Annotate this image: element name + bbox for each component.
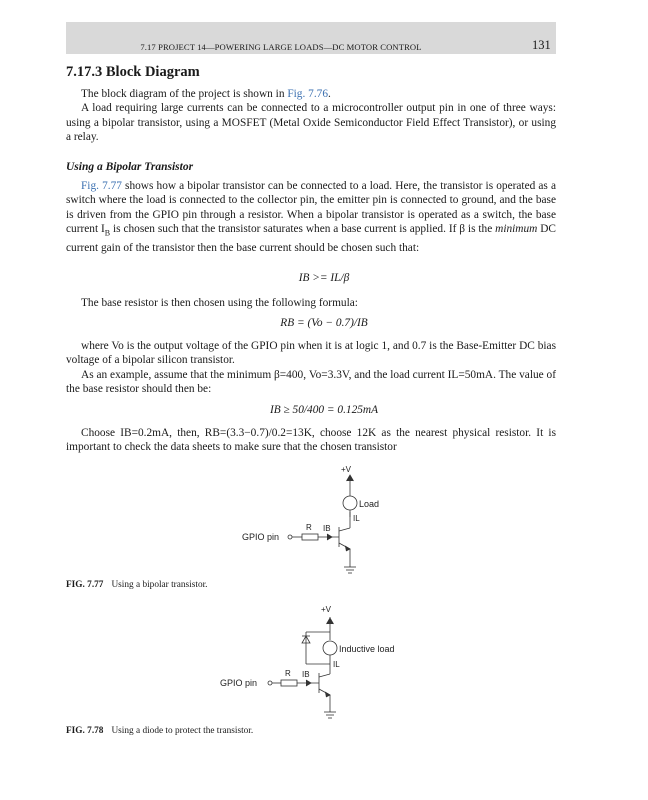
intro-paragraph-2: A load requiring large currents can be connected to a microcontroller output pin in one of three ways: using a bipolar transistor, using a MOSFET (Metal Oxide Semiconductor Field Effect Transistor), or using a relay. <box>66 102 556 144</box>
fig78-gpio-label: GPIO pin <box>220 678 258 688</box>
intro-paragraph-1: The block diagram of the project is shown in Fig. 7.76. <box>81 88 331 100</box>
fig78-r-label: R <box>285 669 291 678</box>
fig78-supply-label: +V <box>321 605 332 614</box>
equation-2: RB = (Vo − 0.7)/IB <box>280 317 368 329</box>
figure-7-78-caption <box>66 726 253 736</box>
page-number: 131 <box>532 38 551 52</box>
fig78-il-label: IL <box>333 660 340 669</box>
fig77-supply-label: +V <box>341 465 352 474</box>
fig78-load-label: Inductive load <box>339 644 395 654</box>
bipolar-paragraph-5: Choose IB=0.2mA, then, RB=(3.3−0.7)/0.2=13K, choose 12K as the nearest physical resistor. It is important to check the data sheets to make sure that the chosen transistor <box>66 427 556 454</box>
fig78-caption-label: FIG. 7.78 <box>66 726 104 736</box>
fig77-gpio-label: GPIO pin <box>242 532 280 542</box>
fig-7-77-link[interactable]: Fig. 7.77 <box>81 180 122 192</box>
bipolar-paragraph-4: As an example, assume that the minimum β=400, Vo=3.3V, and the load current IL=50mA. The value of the base resistor should then be: <box>66 368 556 396</box>
fig77-il-label: IL <box>353 514 360 523</box>
fig-7-76-link[interactable]: Fig. 7.76 <box>287 88 328 100</box>
fig77-load-label: Load <box>359 499 380 509</box>
fig77-ib-label: IB <box>323 524 331 533</box>
equation-3: IB ≥ 50/400 = 0.125mA <box>269 404 379 416</box>
bipolar-paragraph-3: where Vo is the output voltage of the GPIO pin when it is at logic 1, and 0.7 is the Base-Emitter DC bias voltage of a bipolar silicon transistor. <box>66 340 556 367</box>
fig77-caption-text: Using a bipolar transistor. <box>111 580 208 590</box>
running-head: 7.17 PROJECT 14—POWERING LARGE LOADS—DC MOTOR CONTROL <box>140 42 422 52</box>
equation-1: IB >= IL/β <box>298 272 350 284</box>
fig78-ib-label: IB <box>302 670 310 679</box>
bipolar-paragraph-1: Fig. 7.77 shows how a bipolar transistor can be connected to a load. Here, the transistor is operated as a switch where the load is connected to the collector pin, the emitter pin is connected to ground, and the base is driven from the GPIO pin through a resistor. When a bipolar transistor is operated as a switch, the base current $I_B$ is chosen such that the transistor saturates when a base current is applied. If β is the minimum DC current gain of the transistor then the base current should be chosen such that: <box>66 180 557 254</box>
fig78-caption-text: Using a diode to protect the transistor. <box>111 726 254 736</box>
fig77-caption-label: FIG. 7.77 <box>66 580 104 590</box>
section-title: 7.17.3 Block Diagram <box>66 64 200 80</box>
bipolar-paragraph-2: The base resistor is then chosen using the following formula: <box>81 297 358 309</box>
fig77-r-label: R <box>306 523 312 532</box>
bipolar-heading: Using a Bipolar Transistor <box>66 161 194 173</box>
